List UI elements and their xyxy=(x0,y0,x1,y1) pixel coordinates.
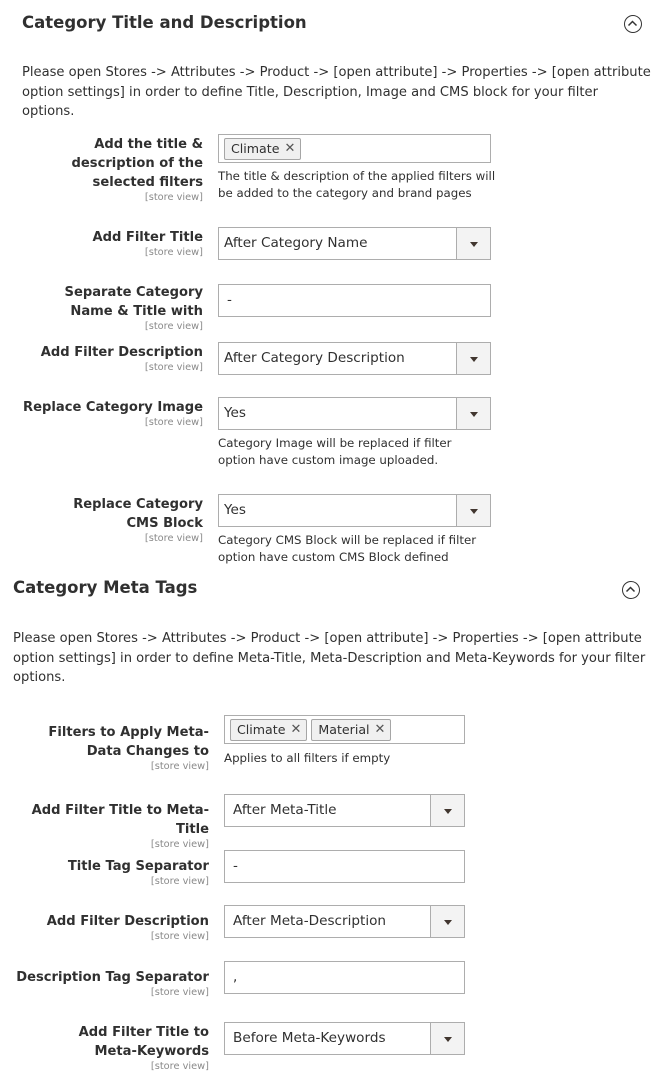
field-label-text: Add Filter Title to Meta-Keywords xyxy=(78,1025,209,1059)
dropdown-arrow-icon[interactable] xyxy=(430,906,464,937)
meta-filters-multiselect[interactable] xyxy=(224,715,465,744)
select-value: Yes xyxy=(224,405,246,421)
remove-tag-icon[interactable]: ✕ xyxy=(284,141,296,156)
field-label xyxy=(20,857,209,887)
field-label-text: Title Tag Separator xyxy=(67,859,209,874)
field-label-text: Description Tag Separator xyxy=(16,970,209,985)
section-note: Please open Stores -> Attributes -> Product -> [open attribute] -> Properties -> [open attribute option settings] in order to define Title, Description, Image and CMS block for your filter options. xyxy=(22,65,651,119)
field-label xyxy=(40,1023,209,1072)
meta-title-select[interactable] xyxy=(224,794,465,827)
field-hint: Applies to all filters if empty xyxy=(224,751,391,765)
remove-tag-icon[interactable]: ✕ xyxy=(290,722,302,737)
scope-label: [store view] xyxy=(144,533,203,544)
filter-tag-label: Climate xyxy=(237,722,286,737)
field-label-text: Separate Category Name & Title with xyxy=(64,285,203,319)
field-hint: The title & description of the applied filters will be added to the category and brand pages xyxy=(218,169,496,200)
select-value: After Category Description xyxy=(224,350,405,366)
filter-tag-label: Climate xyxy=(231,141,280,156)
field-label xyxy=(20,723,209,772)
field-hint: Category CMS Block will be replaced if filter option have custom CMS Block defined xyxy=(218,533,477,564)
select-value: Yes xyxy=(224,502,246,518)
add-filter-title-select[interactable] xyxy=(218,227,491,260)
section-title-category-meta-tags[interactable]: Category Meta Tags xyxy=(13,578,198,597)
filter-tag[interactable] xyxy=(224,138,301,160)
dropdown-arrow-icon[interactable] xyxy=(430,795,464,826)
separator-input[interactable]: - xyxy=(218,284,491,317)
field-label-text: Replace Category Image xyxy=(23,400,203,415)
dropdown-arrow-icon[interactable] xyxy=(456,343,490,374)
dropdown-arrow-icon[interactable] xyxy=(430,1023,464,1054)
scope-label: [store view] xyxy=(150,931,209,942)
field-label xyxy=(20,398,203,428)
field-label xyxy=(20,343,203,373)
scope-label: [store view] xyxy=(150,761,209,772)
dropdown-arrow-icon[interactable] xyxy=(456,495,490,526)
scope-label: [store view] xyxy=(150,987,209,998)
field-label xyxy=(20,283,203,332)
description-tag-separator-input[interactable]: , xyxy=(224,961,465,994)
dropdown-arrow-icon[interactable] xyxy=(456,228,490,259)
dropdown-arrow-icon[interactable] xyxy=(456,398,490,429)
field-label xyxy=(60,228,203,258)
replace-cms-block-select[interactable] xyxy=(218,494,491,527)
field-label-text: Replace Category CMS Block xyxy=(73,497,203,531)
field-label-text: Add Filter Title xyxy=(92,230,203,245)
meta-keywords-select[interactable] xyxy=(224,1022,465,1055)
filter-tag[interactable] xyxy=(311,719,391,741)
field-label xyxy=(4,801,209,850)
field-label xyxy=(40,495,203,544)
select-value: Before Meta-Keywords xyxy=(233,1030,386,1046)
collapse-icon[interactable] xyxy=(622,581,640,599)
field-hint: Category Image will be replaced if filter option have custom image uploaded. xyxy=(218,436,452,467)
title-tag-separator-input[interactable]: - xyxy=(224,850,465,883)
field-label-text: Add Filter Description xyxy=(46,914,209,929)
remove-tag-icon[interactable]: ✕ xyxy=(374,722,386,737)
field-label-text: Add the title & description of the selected filters xyxy=(71,137,203,190)
section-note: Please open Stores -> Attributes -> Product -> [open attribute] -> Properties -> [open attribute option settings] in order to define Meta-Title, Meta-Description and Meta-Keywords for your filter options. xyxy=(13,631,646,685)
scope-label: [store view] xyxy=(144,362,203,373)
select-value: After Meta-Title xyxy=(233,802,337,818)
applied-filters-multiselect[interactable] xyxy=(218,134,491,163)
scope-label: [store view] xyxy=(144,417,203,428)
field-label xyxy=(20,912,209,942)
scope-label: [store view] xyxy=(144,192,203,203)
select-value: After Meta-Description xyxy=(233,913,387,929)
add-filter-description-select[interactable] xyxy=(218,342,491,375)
field-label-text: Filters to Apply Meta-Data Changes to xyxy=(48,725,209,759)
filter-tag[interactable] xyxy=(230,719,307,741)
field-label xyxy=(60,135,203,203)
filter-tag-label: Material xyxy=(318,722,370,737)
select-value: After Category Name xyxy=(224,235,368,251)
scope-label: [store view] xyxy=(150,1061,209,1072)
scope-label: [store view] xyxy=(150,839,209,850)
field-label xyxy=(4,968,209,998)
meta-description-select[interactable] xyxy=(224,905,465,938)
scope-label: [store view] xyxy=(144,321,203,332)
field-label-text: Add Filter Title to Meta-Title xyxy=(31,803,209,837)
scope-label: [store view] xyxy=(150,876,209,887)
collapse-icon[interactable] xyxy=(624,15,642,33)
replace-category-image-select[interactable] xyxy=(218,397,491,430)
field-label-text: Add Filter Description xyxy=(40,345,203,360)
section-title-category-title[interactable]: Category Title and Description xyxy=(22,13,307,32)
scope-label: [store view] xyxy=(144,247,203,258)
